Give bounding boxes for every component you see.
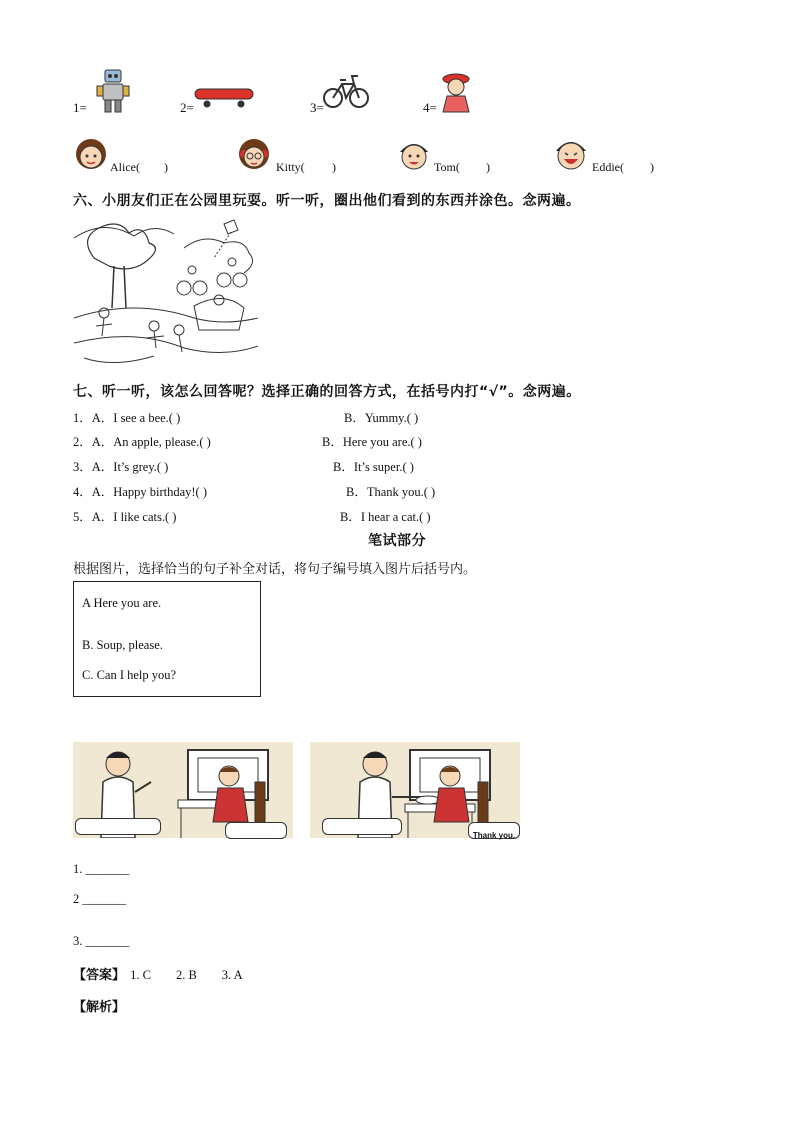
toy-label-3: 3= <box>310 100 324 115</box>
q1-option-b: B．Yummy.( ) <box>344 411 419 425</box>
q2-option-b: B．Here you are.( ) <box>322 435 422 449</box>
kid-name-alice: Alice( <box>110 160 140 174</box>
toy-label-1: 1= <box>73 100 87 115</box>
kid-bracket-eddie: ) <box>650 160 654 174</box>
section6-title: 六、小朋友们正在公园里玩耍。听一听，圈出他们看到的东西并涂色。念两遍。 <box>73 193 581 209</box>
toy-label-4: 4= <box>423 100 437 115</box>
option-c: C. Can I help you? <box>82 668 177 682</box>
section7-title: 七、听一听，该怎么回答呢？选择正确的回答方式，在括号内打“√”。念两遍。 <box>73 384 581 400</box>
q3-option-a: 3．A．It’s grey.( ) <box>73 460 169 474</box>
blank-1: 1. _______ <box>73 862 130 876</box>
q1-option-a: 1．A．I see a bee.( ) <box>73 411 181 425</box>
boy-face-icon <box>396 136 432 172</box>
kid-bracket-tom: ) <box>486 160 490 174</box>
speech-bubble-3 <box>322 818 402 835</box>
option-b: B. Soup, please. <box>82 638 163 652</box>
kid-name-tom: Tom( <box>434 160 460 174</box>
q2-option-a: 2．A．An apple, please.( ) <box>73 435 211 449</box>
toy-row <box>0 60 794 120</box>
speech-bubble-thank-you <box>468 822 520 839</box>
speech-bubble-1 <box>75 818 161 835</box>
kid-name-eddie: Eddie( <box>592 160 624 174</box>
toy-label-2: 2= <box>180 100 194 115</box>
restaurant-scene-2 <box>310 742 520 838</box>
boy-laughing-face-icon <box>552 134 590 172</box>
answer-text: 1. C 2. B 3. A <box>130 968 243 982</box>
blank-3: 3. _______ <box>73 934 130 948</box>
kid-bracket-alice: ) <box>164 160 168 174</box>
kid-name-kitty: Kitty( <box>276 160 305 174</box>
blank-2: 2 _______ <box>73 892 127 906</box>
kid-bracket-kitty: ) <box>332 160 336 174</box>
q4-option-b: B．Thank you.( ) <box>346 485 436 499</box>
girl-glasses-face-icon <box>236 136 272 172</box>
thank-you-text: Thank you. <box>472 831 516 840</box>
q5-option-a: 5．A．I like cats.( ) <box>73 510 177 524</box>
q3-option-b: B．It’s super.( ) <box>333 460 414 474</box>
written-instruction: 根据图片，选择恰当的句子补全对话，将句子编号填入图片后括号内。 <box>73 562 477 577</box>
answer-label: 【答案】 <box>73 968 126 983</box>
q5-option-b: B．I hear a cat.( ) <box>340 510 431 524</box>
q4-option-a: 4．A．Happy birthday!( ) <box>73 485 207 499</box>
analysis-label: 【解析】 <box>73 1000 126 1015</box>
kids-row <box>0 130 794 180</box>
options-box <box>73 581 261 697</box>
doll-icon <box>439 72 473 114</box>
speech-bubble-2 <box>225 822 287 839</box>
bicycle-icon <box>322 70 370 112</box>
park-scene-illustration <box>74 218 258 370</box>
robot-icon <box>95 68 131 114</box>
girl-face-icon <box>74 136 108 172</box>
restaurant-scene-1 <box>73 742 293 838</box>
written-part-title: 笔试部分 <box>368 533 426 549</box>
skateboard-icon <box>193 86 255 110</box>
option-a: A Here you are. <box>82 596 162 610</box>
answer-line <box>73 964 243 983</box>
